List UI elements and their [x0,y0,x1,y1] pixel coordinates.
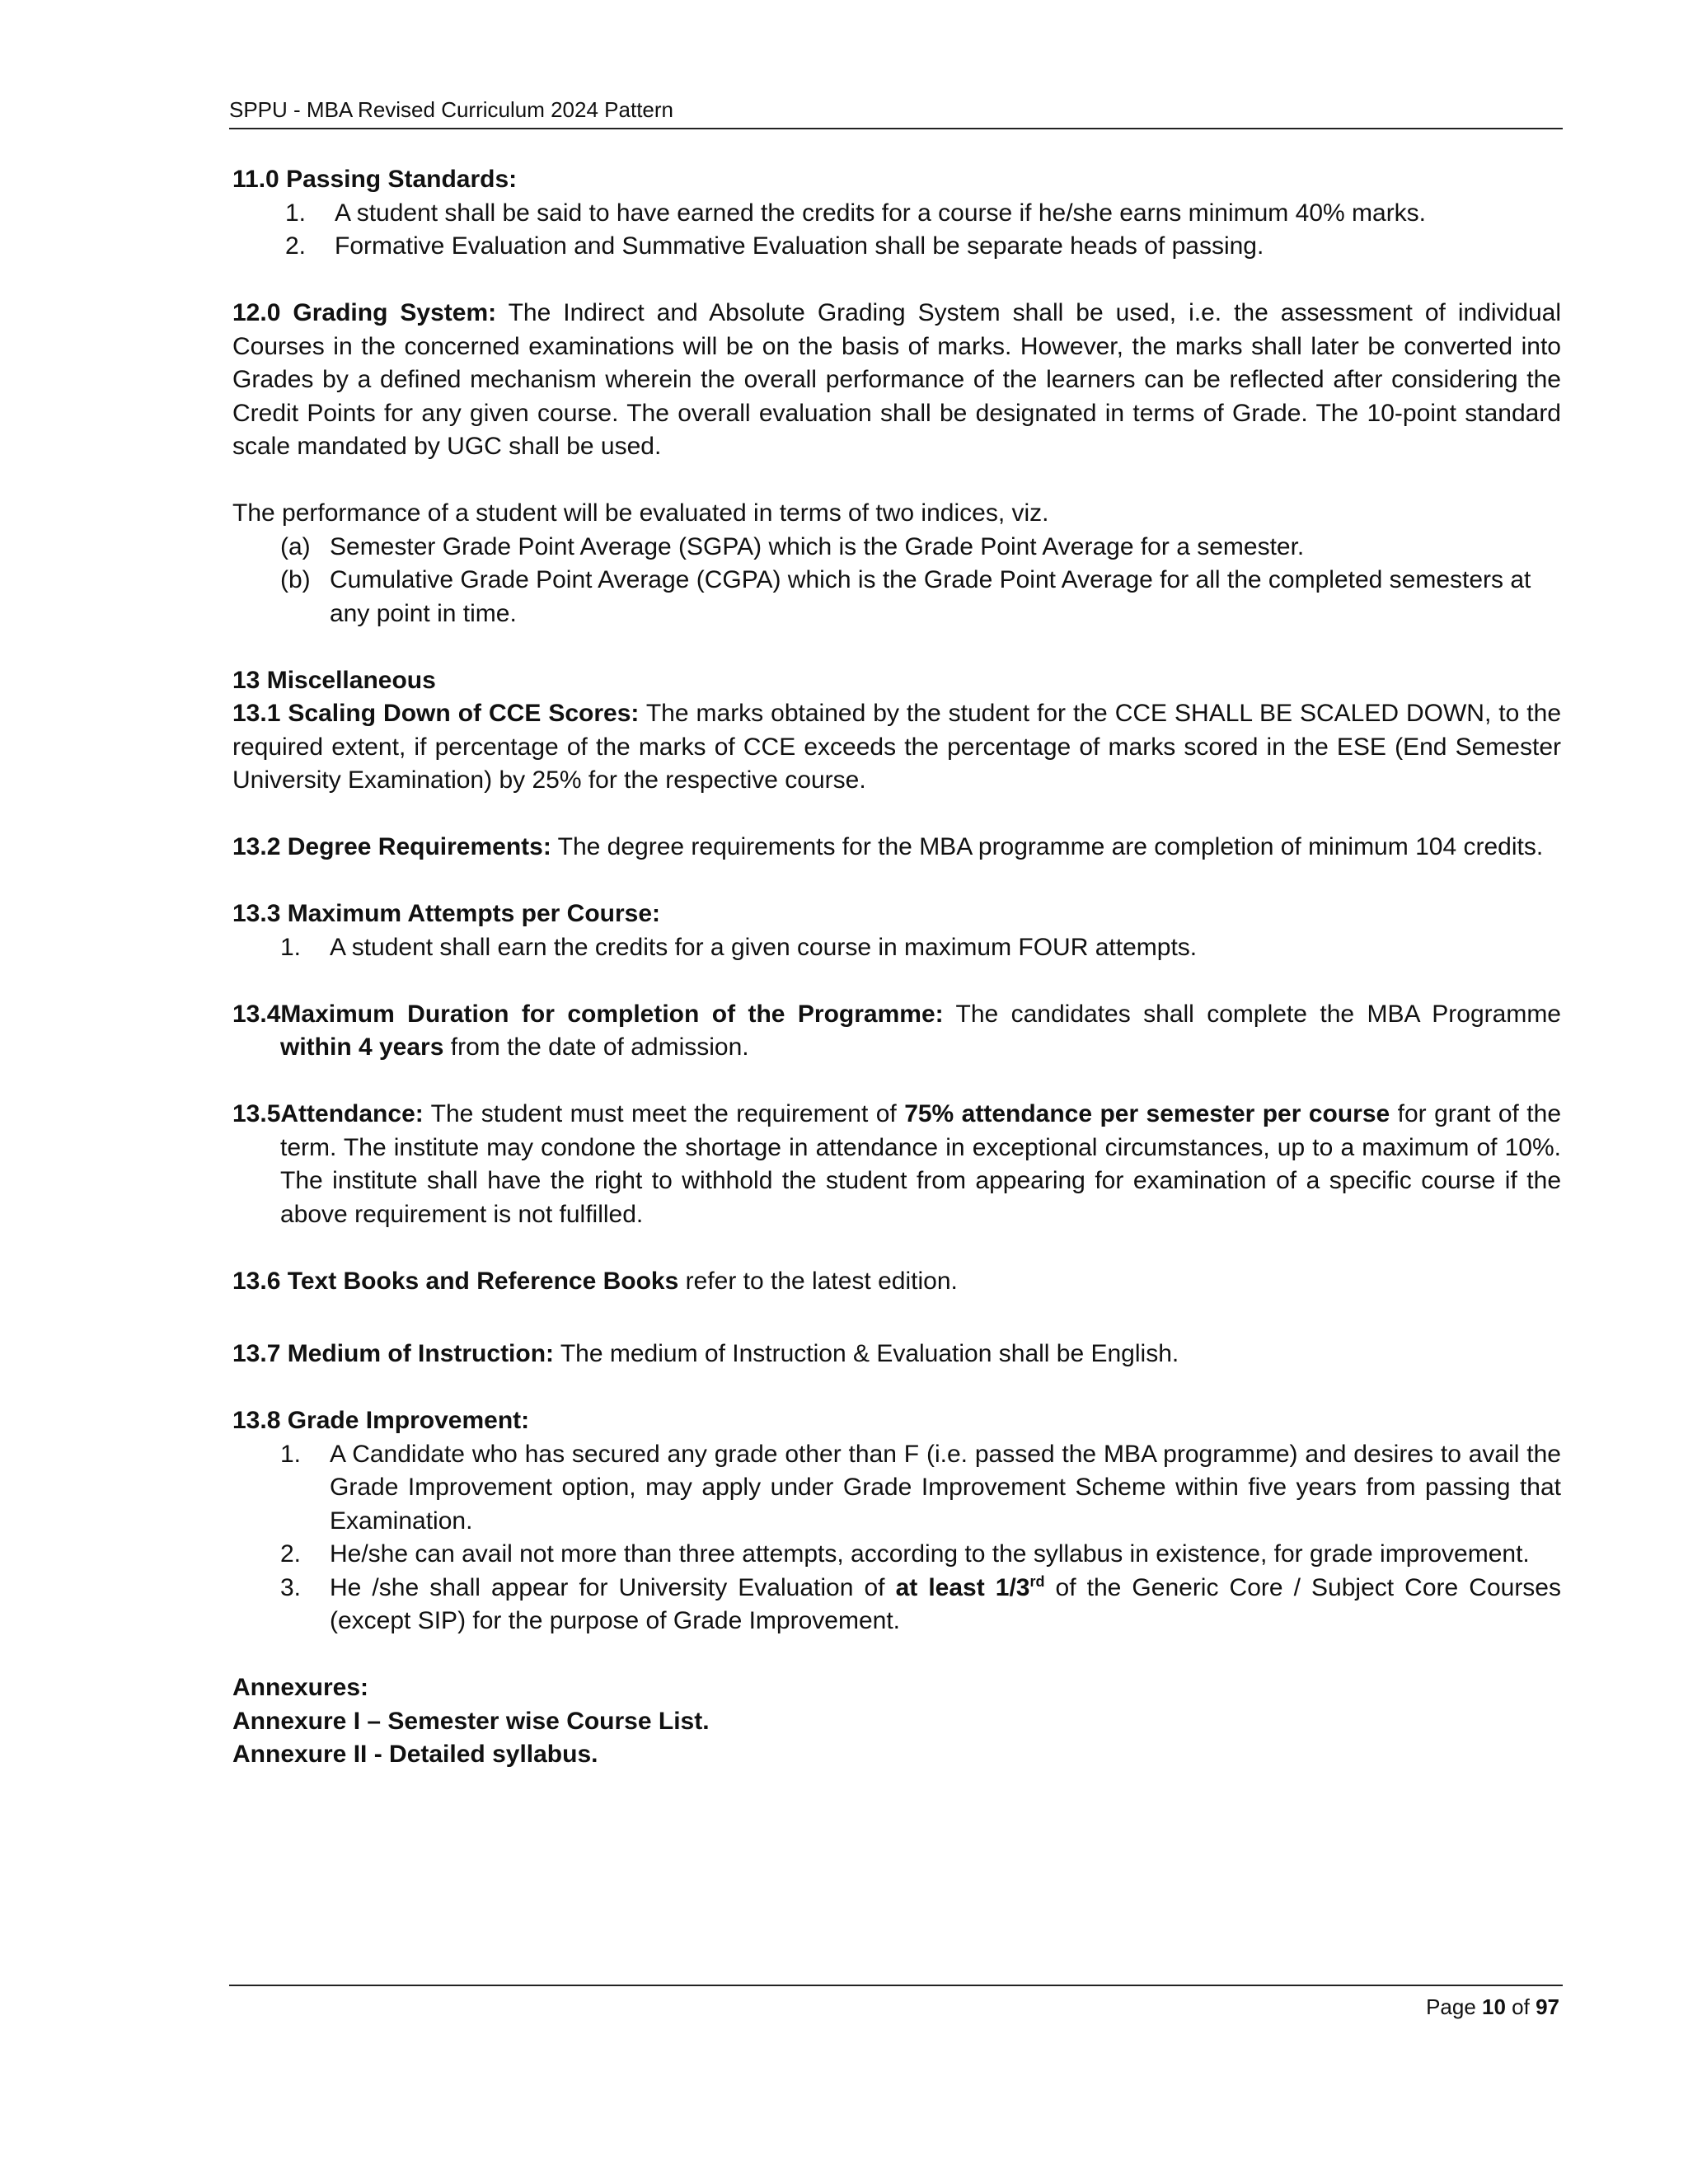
list-text: He/she can avail not more than three attempts, according to the syllabus in existence, for grade improvement. [330,1540,1530,1568]
section-13-3-heading: 13.3 Maximum Attempts per Course: [232,900,661,927]
annexures-heading: Annexures: [232,1674,369,1701]
page-number: Page 10 of 97 [1426,1994,1559,2019]
list-text: A Candidate who has secured any grade other than F (i.e. passed the MBA programme) and desires to avail the Grade Improvement option, may apply under Grade Improvement Scheme within five years from passing that Examination. [330,1440,1561,1535]
footer-divider [229,1985,1563,1986]
section-13-4-paragraph: 13.4Maximum Duration for completion of the Programme: The candidates shall complete the MBA Programme within 4 years from the date of admission. [232,1000,1561,1061]
list-number: 1. [280,1440,302,1468]
section-11-heading: 11.0 Passing Standards: [232,166,518,193]
list-number: (a) [280,532,311,560]
section-12-paragraph: 12.0 Grading System: The Indirect and Absolute Grading System shall be used, i.e. the assessment of individual Courses in the concerned examinations will be on the basis of marks. However, the marks shall later be converted into Grades by a defined mechanism wherein the overall performance of the learners can be reflected after considering the Credit Points for any given course. The overall evaluation shall be designated in terms of Grade. The 10-point standard scale mandated by UGC shall be used. [232,299,1561,460]
section-13-2-paragraph: 13.2 Degree Requirements: The degree requirements for the MBA programme are completion of minimum 104 credits. [232,833,1544,860]
list-number: (b) [280,566,311,593]
list-item [232,197,1561,231]
annexure-2: Annexure II - Detailed syllabus. [232,1741,598,1768]
list-number: 2. [285,232,307,260]
list-number: 1. [280,933,302,961]
list-number: 2. [280,1540,302,1568]
list-text: Semester Grade Point Average (SGPA) which is the Grade Point Average for a semester. [330,532,1305,560]
section-13-5-paragraph: 13.5Attendance: The student must meet the requirement of 75% attendance per semester per course for grant of the term. The institute may condone the shortage in attendance in exceptional circumstances, up to a maximum of 10%. The institute shall have the right to withhold the student from appearing for examination of a specific course if the above requirement is not fulfilled. [232,1100,1562,1228]
annexure-1: Annexure I – Semester wise Course List. [232,1707,710,1735]
list-item [232,531,1561,565]
section-13-7-paragraph: 13.7 Medium of Instruction: The medium of Instruction & Evaluation shall be English. [232,1340,1179,1367]
list-item [232,931,1561,965]
section-13-1-paragraph: 13.1 Scaling Down of CCE Scores: The marks obtained by the student for the CCE SHALL BE SCALED DOWN, to the required extent, if percentage of the marks of CCE exceeds the percentage of marks scored in the ESE (End Semester University Examination) by 25% for the respective course. [232,700,1562,794]
page-content [232,163,1561,1772]
list-number: 1. [285,199,307,227]
list-text: He /she shall appear for University Evaluation of at least 1/3rd of the Generic Core / Subject Core Courses (except SIP) for the purpose of Grade Improvement. [330,1572,1561,1634]
section-13-8-heading: 13.8 Grade Improvement: [232,1407,530,1434]
list-item [232,564,1561,630]
list-item [232,1572,1561,1638]
list-item [232,1538,1561,1572]
list-item [232,1438,1561,1539]
list-text: A student shall be said to have earned the credits for a course if he/she earns minimum 40% marks. [335,199,1427,227]
section-13-6-paragraph: 13.6 Text Books and Reference Books refer to the latest edition. [232,1267,958,1295]
section-13-heading: 13 Miscellaneous [232,666,436,694]
list-item [232,230,1561,264]
list-number: 3. [280,1573,302,1601]
list-text: A student shall earn the credits for a given course in maximum FOUR attempts. [330,933,1198,961]
performance-intro: The performance of a student will be evaluated in terms of two indices, viz. [232,499,1049,527]
section-12-heading: 12.0 Grading System: [232,299,497,326]
list-text: Formative Evaluation and Summative Evaluation shall be separate heads of passing. [335,232,1264,260]
page-header: SPPU - MBA Revised Curriculum 2024 Pattern [229,97,1563,129]
list-text: Cumulative Grade Point Average (CGPA) which is the Grade Point Average for all the completed semesters at any point in time. [330,566,1531,627]
